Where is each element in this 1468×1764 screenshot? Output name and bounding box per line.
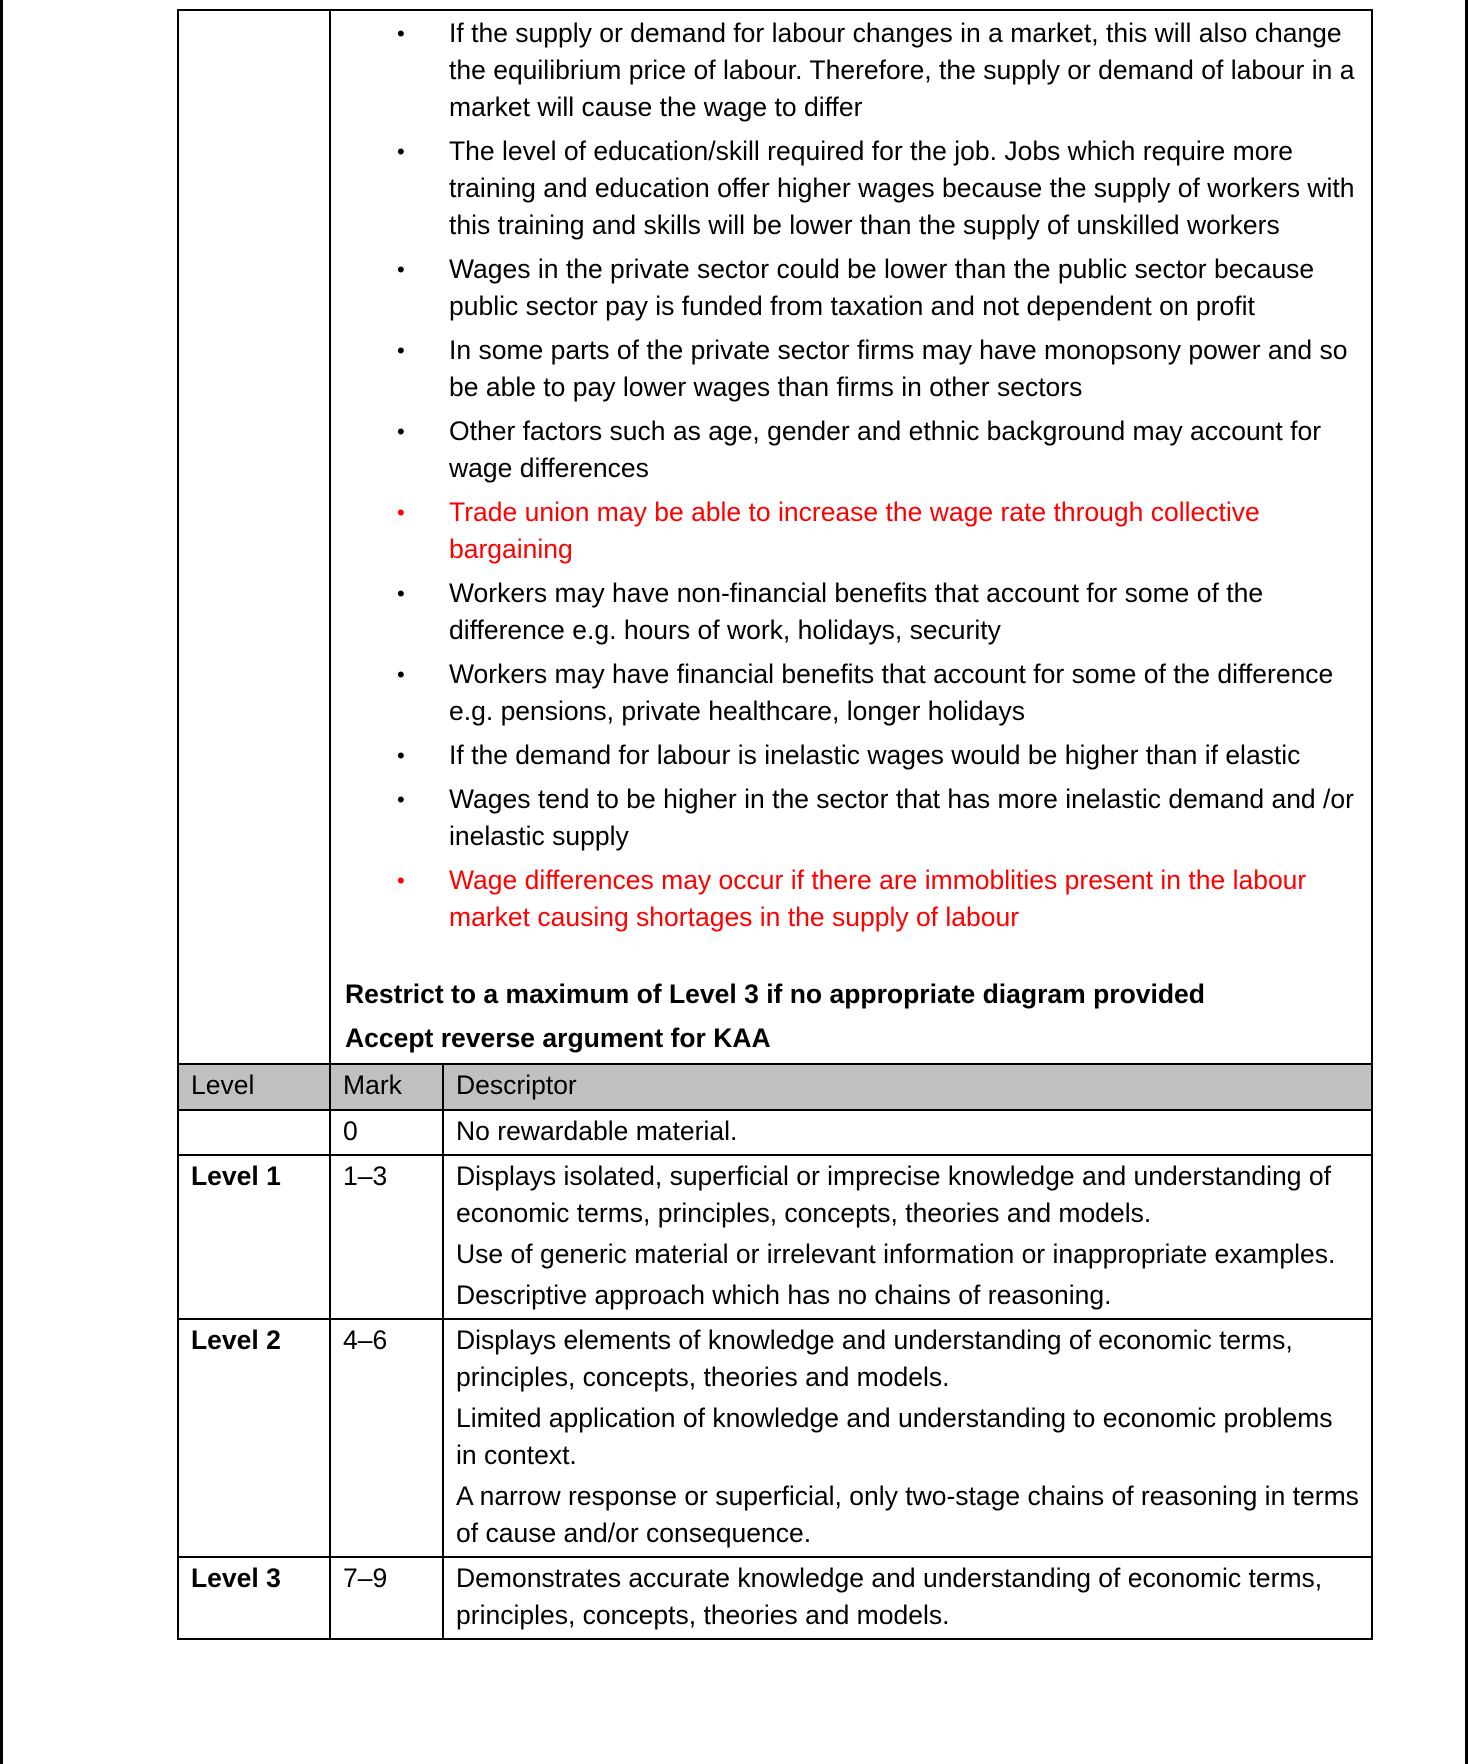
bullet-icon: • [397,139,405,164]
bullet-icon: • [397,868,405,893]
descriptor-text: Descriptive approach which has no chains of reasoning. [456,1280,1112,1310]
page-border-left [0,0,3,1764]
point-text: If the demand for labour is inelastic wages would be higher than if elastic [449,740,1301,770]
mark-scheme-table [177,9,1373,1640]
level-cell [178,1110,330,1155]
point-text: Other factors such as age, gender and ethnic background may account for wage differences [449,416,1322,483]
bullet-icon: • [397,787,405,812]
point-text: Workers may have financial benefits that account for some of the difference e.g. pensions, private healthcare, longer holidays [449,659,1334,726]
descriptor-cell [443,1557,1372,1639]
list-item [345,15,1361,126]
level-cell: Level 2 [178,1319,330,1557]
level-cell: Level 3 [178,1557,330,1639]
list-item [345,251,1361,325]
bullet-icon: • [397,257,405,282]
table-row [178,1110,1372,1155]
descriptor-text: Demonstrates accurate knowledge and understanding of economic terms, principles, concepts, theories and models. [456,1563,1323,1630]
bullet-icon: • [397,662,405,687]
point-text: The level of education/skill required for the job. Jobs which require more training and education offer higher wages because the supply of workers with this training and skills will be lower than the supply of unskilled workers [449,136,1355,240]
bullet-icon: • [397,500,405,525]
point-text: Wages in the private sector could be lower than the public sector because public sector pay is funded from taxation and not dependent on profit [449,254,1315,321]
header-descriptor: Descriptor [443,1064,1372,1110]
mark-cell: 7–9 [330,1557,443,1639]
point-text: Workers may have non-financial benefits that account for some of the difference e.g. hours of work, holidays, security [449,578,1264,645]
descriptor-text: Displays isolated, superficial or imprecise knowledge and understanding of economic terms, principles, concepts, theories and models. [456,1161,1331,1228]
note-restrict-level: Restrict to a maximum of Level 3 if no appropriate diagram provided [345,979,1205,1009]
indicative-content-row [178,10,1372,1064]
table-row [178,1319,1372,1557]
list-item [345,133,1361,244]
bullet-icon: • [397,338,405,363]
bullet-icon: • [397,419,405,444]
bullet-icon: • [397,21,405,46]
mark-cell: 1–3 [330,1155,443,1319]
mark-cell: 0 [330,1110,443,1155]
point-text: Wages tend to be higher in the sector that has more inelastic demand and /or inelastic supply [449,784,1354,851]
bullet-icon: • [397,581,405,606]
header-level: Level [178,1064,330,1110]
list-item [345,413,1361,487]
descriptor-text: Displays elements of knowledge and understanding of economic terms, principles, concepts, theories and models. [456,1325,1293,1392]
descriptor-cell [443,1319,1372,1557]
levels-header-row [178,1064,1372,1110]
list-item [345,575,1361,649]
descriptor-text: A narrow response or superficial, only two-stage chains of reasoning in terms of cause and/or consequence. [456,1481,1359,1548]
point-text: In some parts of the private sector firms may have monopsony power and so be able to pay lower wages than firms in other sectors [449,335,1348,402]
list-item [345,737,1361,774]
header-mark: Mark [330,1064,443,1110]
table-row [178,1557,1372,1639]
marking-notes [345,976,1361,1057]
point-text: If the supply or demand for labour changes in a market, this will also change the equilibrium price of labour. Therefore, the supply or demand of labour in a market will cause the wage to differ [449,18,1355,122]
descriptor-text: No rewardable material. [456,1116,738,1146]
mark-cell: 4–6 [330,1319,443,1557]
descriptor-text: Use of generic material or irrelevant information or inappropriate examples. [456,1239,1336,1269]
bullet-icon: • [397,743,405,768]
list-item-highlighted [345,494,1361,568]
note-accept-reverse: Accept reverse argument for KAA [345,1023,771,1053]
indicative-content-cell [330,10,1372,1064]
level-cell: Level 1 [178,1155,330,1319]
descriptor-cell [443,1155,1372,1319]
list-item [345,332,1361,406]
descriptor-cell [443,1110,1372,1155]
descriptor-text: Limited application of knowledge and understanding to economic problems in context. [456,1403,1333,1470]
list-item-highlighted [345,862,1361,936]
empty-question-cell [178,10,330,1064]
table-row [178,1155,1372,1319]
point-text: Wage differences may occur if there are immoblities present in the labour market causing shortages in the supply of labour [449,865,1307,932]
point-text: Trade union may be able to increase the wage rate through collective bargaining [449,497,1260,564]
indicative-points-list [345,15,1361,936]
list-item [345,781,1361,855]
list-item [345,656,1361,730]
